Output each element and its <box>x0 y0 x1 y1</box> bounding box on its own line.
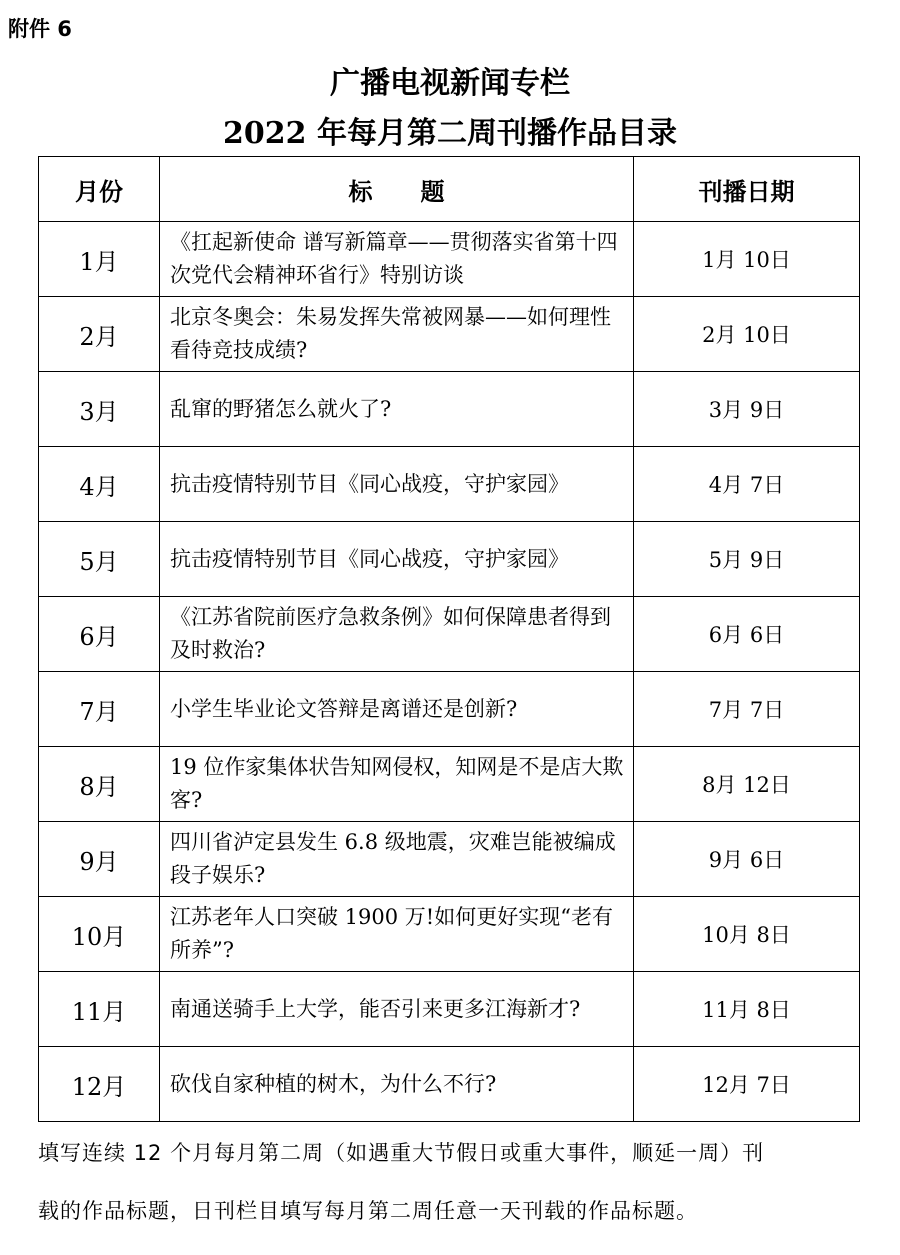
title-cell: 19 位作家集体状告知网侵权，知网是不是店大欺客? <box>160 747 634 822</box>
title-cell: 砍伐自家种植的树木，为什么不行? <box>160 1047 634 1122</box>
table-row <box>39 372 860 447</box>
month-cell: 9月 <box>39 822 160 897</box>
document-title-line2: 2022 年每月第二周刊播作品目录 <box>223 116 677 151</box>
table-row <box>39 747 860 822</box>
date-cell: 5月 9日 <box>634 522 860 597</box>
date-cell: 10月 8日 <box>634 897 860 972</box>
title-cell: 北京冬奥会：朱易发挥失常被网暴——如何理性看待竞技成绩? <box>160 297 634 372</box>
month-cell: 6月 <box>39 597 160 672</box>
footnote-line2: 载的作品标题，日刊栏目填写每月第二周任意一天刊载的作品标题。 <box>38 1199 698 1223</box>
document-title-line1: 广播电视新闻专栏 <box>330 66 570 101</box>
date-cell: 3月 9日 <box>634 372 860 447</box>
title-cell: 江苏老年人口突破 1900 万!如何更好实现“老有所养”? <box>160 897 634 972</box>
header-month: 月份 <box>39 157 160 222</box>
month-cell: 11月 <box>39 972 160 1047</box>
catalog-table <box>38 156 860 1122</box>
date-cell: 1月 10日 <box>634 222 860 297</box>
month-cell: 8月 <box>39 747 160 822</box>
table-row <box>39 522 860 597</box>
month-cell: 3月 <box>39 372 160 447</box>
title-cell: 抗击疫情特别节目《同心战疫，守护家园》 <box>160 447 634 522</box>
table-row <box>39 297 860 372</box>
month-cell: 4月 <box>39 447 160 522</box>
table-row <box>39 897 860 972</box>
header-title: 标 题 <box>160 157 634 222</box>
table-row <box>39 597 860 672</box>
title-cell: 小学生毕业论文答辩是离谱还是创新? <box>160 672 634 747</box>
date-cell: 11月 8日 <box>634 972 860 1047</box>
footnote-line1: 填写连续 12 个月每月第二周（如遇重大节假日或重大事件，顺延一周）刊 <box>38 1141 765 1165</box>
title-cell: 乱窜的野猪怎么就火了? <box>160 372 634 447</box>
month-cell: 7月 <box>39 672 160 747</box>
table-header-row <box>39 157 860 222</box>
header-date: 刊播日期 <box>634 157 860 222</box>
date-cell: 7月 7日 <box>634 672 860 747</box>
month-cell: 2月 <box>39 297 160 372</box>
date-cell: 4月 7日 <box>634 447 860 522</box>
table-row <box>39 822 860 897</box>
table-row <box>39 222 860 297</box>
month-cell: 10月 <box>39 897 160 972</box>
title-cell: 四川省泸定县发生 6.8 级地震，灾难岂能被编成段子娱乐? <box>160 822 634 897</box>
date-cell: 2月 10日 <box>634 297 860 372</box>
month-cell: 12月 <box>39 1047 160 1122</box>
date-cell: 12月 7日 <box>634 1047 860 1122</box>
title-cell: 抗击疫情特别节目《同心战疫，守护家园》 <box>160 522 634 597</box>
date-cell: 9月 6日 <box>634 822 860 897</box>
table-row <box>39 1047 860 1122</box>
title-cell: 《扛起新使命 谱写新篇章——贯彻落实省第十四次党代会精神环省行》特别访谈 <box>160 222 634 297</box>
attachment-label: 附件 6 <box>8 17 72 41</box>
table-row <box>39 972 860 1047</box>
date-cell: 8月 12日 <box>634 747 860 822</box>
title-cell: 《江苏省院前医疗急救条例》如何保障患者得到及时救治? <box>160 597 634 672</box>
month-cell: 1月 <box>39 222 160 297</box>
table-row <box>39 672 860 747</box>
title-cell: 南通送骑手上大学，能否引来更多江海新才? <box>160 972 634 1047</box>
table-row <box>39 447 860 522</box>
date-cell: 6月 6日 <box>634 597 860 672</box>
month-cell: 5月 <box>39 522 160 597</box>
